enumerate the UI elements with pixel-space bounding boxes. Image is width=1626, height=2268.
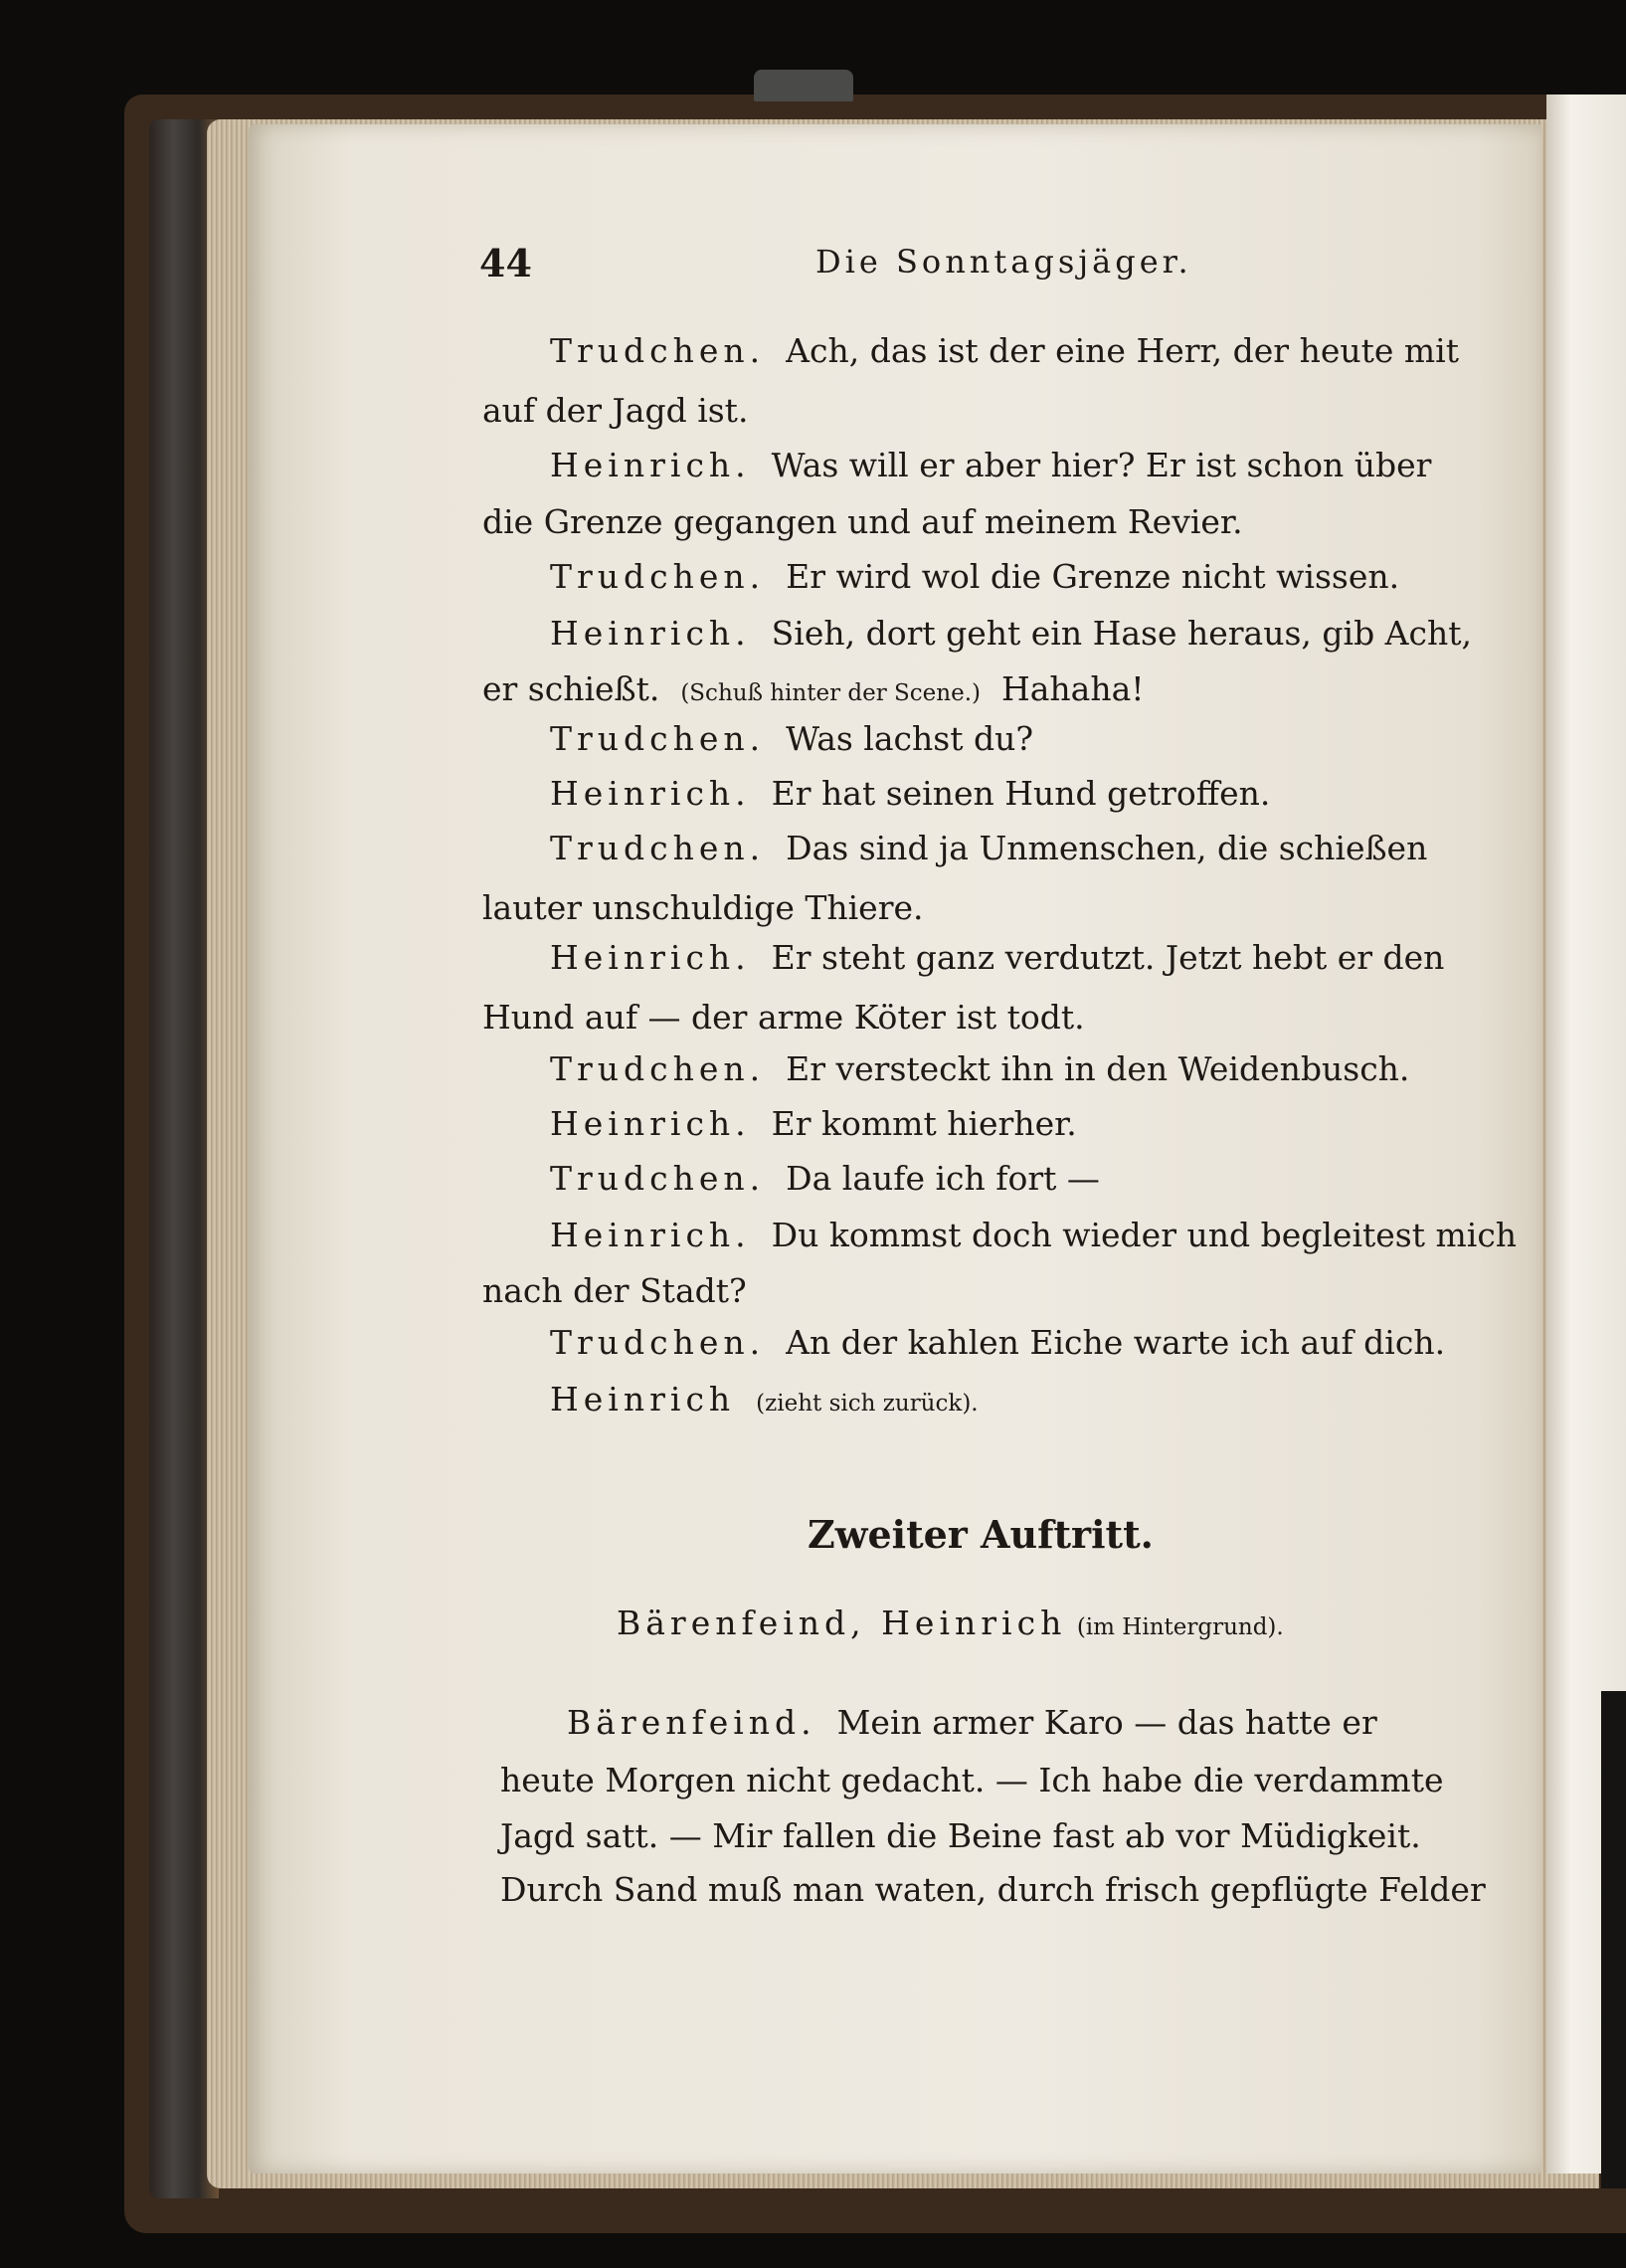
dialogue-text: Er wird wol die Grenze nicht wissen.	[786, 557, 1400, 596]
dialogue-line	[482, 669, 1145, 713]
speaker-name: Heinrich.	[550, 446, 751, 484]
speaker-name: Trudchen.	[550, 331, 766, 370]
dialogue-text: Das sind ja Unmenschen, die schießen	[786, 829, 1428, 867]
speaker-name: Heinrich	[550, 1380, 736, 1418]
speaker-name: Trudchen.	[550, 1049, 766, 1088]
dialogue-line	[550, 1380, 979, 1423]
dialogue-text: Jagd satt. — Mir fallen die Beine fast ab vor Müdigkeit.	[500, 1816, 1421, 1855]
dialogue-text: Hahaha!	[1000, 669, 1145, 708]
dialogue-line	[482, 1271, 747, 1311]
dialogue-line	[550, 719, 1033, 759]
dialogue-text: Er steht ganz verdutzt. Jetzt hebt er den	[771, 938, 1445, 977]
speaker-name: Heinrich.	[550, 614, 751, 653]
dialogue-line	[550, 829, 1427, 868]
speaker-name: Heinrich.	[550, 1104, 751, 1143]
scene-cast	[617, 1604, 1284, 1642]
dialogue-text: Mein armer Karo — das hatte er	[836, 1703, 1377, 1742]
dialogue-text: die Grenze gegangen und auf meinem Revier.	[482, 502, 1243, 541]
dialogue-text: lauter unschuldige Thiere.	[482, 888, 924, 927]
dialogue-text: Was lachst du?	[786, 719, 1034, 758]
book-clasp	[754, 70, 853, 101]
dialogue-line	[550, 1159, 1100, 1199]
stage-direction: (im Hintergrund).	[1076, 1614, 1284, 1640]
dialogue-text: Durch Sand muß man waten, durch frisch gepflügte Felder	[500, 1870, 1486, 1909]
speaker-name: Bärenfeind.	[567, 1703, 816, 1742]
dialogue-line	[550, 557, 1399, 597]
stage-direction: (zieht sich zurück).	[756, 1391, 979, 1417]
speaker-name: Heinrich.	[550, 938, 751, 977]
dialogue-line	[482, 502, 1243, 542]
speaker-name: Trudchen.	[550, 829, 766, 867]
cast-names: Bärenfeind, Heinrich	[617, 1604, 1067, 1642]
speaker-name: Heinrich.	[550, 774, 751, 813]
background-corner	[1601, 1691, 1626, 2188]
dialogue-text: Ach, das ist der eine Herr, der heute mit	[786, 331, 1459, 370]
dialogue-line	[550, 614, 1472, 654]
dialogue-text: heute Morgen nicht gedacht. — Ich habe die verdammte	[500, 1761, 1444, 1799]
book-page	[249, 124, 1541, 2174]
dialogue-text: er schießt.	[482, 669, 660, 708]
dialogue-line	[482, 888, 924, 928]
dialogue-text: Er versteckt ihn in den Weidenbusch.	[786, 1049, 1410, 1088]
page-number: 44	[479, 241, 532, 285]
dialogue-text: Was will er aber hier? Er ist schon über	[771, 446, 1432, 484]
speaker-name: Heinrich.	[550, 1216, 751, 1254]
dialogue-text: Sieh, dort geht ein Hase heraus, gib Acht,	[771, 614, 1472, 653]
stage-direction: (Schuß hinter der Scene.)	[680, 680, 981, 706]
dialogue-line	[500, 1816, 1421, 1856]
speaker-name: Trudchen.	[550, 719, 766, 758]
dialogue-text: auf der Jagd ist.	[482, 391, 749, 430]
dialogue-text: Da laufe ich fort —	[786, 1159, 1100, 1198]
dialogue-text: An der kahlen Eiche warte ich auf dich.	[786, 1323, 1446, 1362]
dialogue-line	[550, 1049, 1409, 1089]
dialogue-text: Er hat seinen Hund getroffen.	[771, 774, 1271, 813]
dialogue-line	[550, 1323, 1445, 1363]
dialogue-line	[567, 1703, 1377, 1743]
dialogue-line	[500, 1761, 1444, 1800]
dialogue-text: Hund auf — der arme Köter ist todt.	[482, 998, 1085, 1037]
dialogue-line	[550, 331, 1459, 371]
speaker-name: Trudchen.	[550, 1159, 766, 1198]
scene-heading: Zweiter Auftritt.	[808, 1512, 1154, 1557]
dialogue-line	[550, 774, 1270, 814]
speaker-name: Trudchen.	[550, 557, 766, 596]
dialogue-line	[500, 1870, 1486, 1910]
dialogue-line	[550, 446, 1431, 485]
dialogue-line	[482, 391, 748, 431]
dialogue-text: Du kommst doch wieder und begleitest mich	[771, 1216, 1518, 1254]
dialogue-line	[550, 1104, 1077, 1144]
speaker-name: Trudchen.	[550, 1323, 766, 1362]
running-title: Die Sonntagsjäger.	[815, 243, 1192, 281]
dialogue-text: nach der Stadt?	[482, 1271, 747, 1310]
dialogue-text: Er kommt hierher.	[771, 1104, 1077, 1143]
dialogue-line	[482, 998, 1085, 1038]
dialogue-line	[550, 1216, 1517, 1255]
dialogue-line	[550, 938, 1444, 978]
